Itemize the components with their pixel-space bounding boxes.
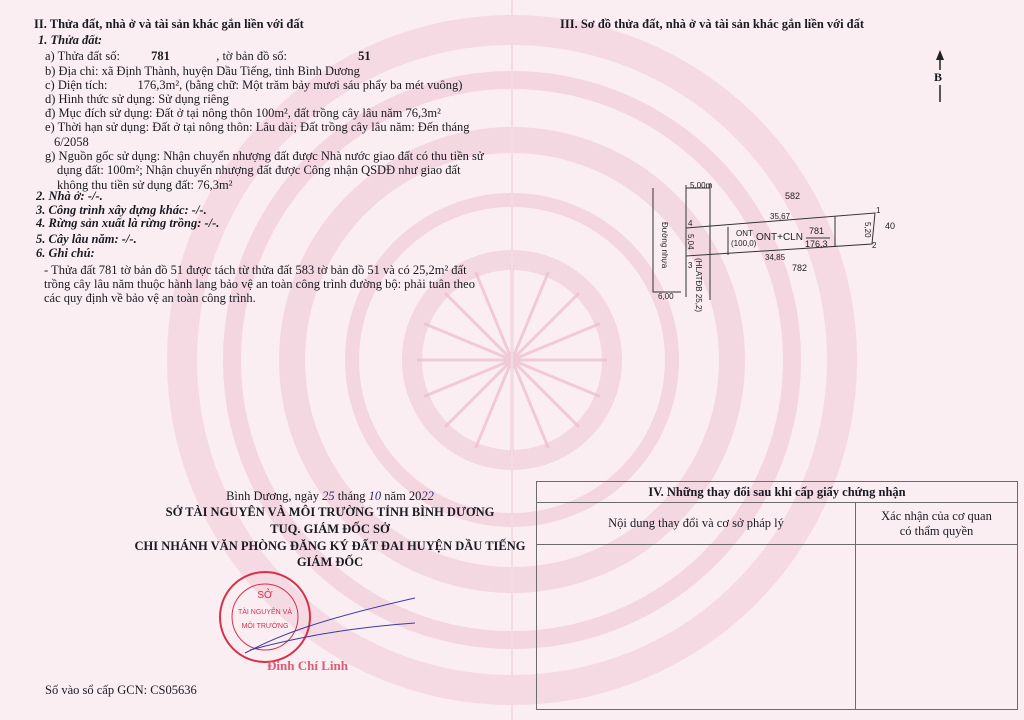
- ont-label: ONT: [736, 229, 753, 238]
- map-number: 51: [358, 49, 371, 63]
- note-3: các quy định về bảo vệ an toàn công trình.: [44, 291, 256, 305]
- other-construction: 3. Công trình xây dựng khác: -/-.: [36, 203, 207, 217]
- ont-area: (100,0): [731, 239, 757, 248]
- corridor-label: (HLATĐB 25,2): [694, 258, 703, 313]
- changes-confirm-cell: [856, 545, 1018, 710]
- top-length: 35,67: [770, 212, 791, 221]
- north-label: B: [934, 70, 943, 84]
- house: 2. Nhà ở: -/-.: [36, 189, 103, 203]
- section-ii-title: II. Thửa đất, nhà ở và tài sản khác gắn liền với đất: [34, 17, 304, 31]
- use-label: ONT+CLN: [756, 232, 803, 243]
- point-4: 4: [688, 219, 693, 228]
- note-1: - Thửa đất 781 tờ bản đồ 51 được tách từ thửa đất 583 tờ bản đồ 51 và có 25,2m² đất: [44, 263, 467, 277]
- neighbor-right: 40: [885, 221, 896, 231]
- register-number: Số vào sổ cấp GCN: CS05636: [45, 683, 197, 697]
- col-confirm-line2: có thẩm quyền: [899, 523, 974, 538]
- parcel-number: 781: [151, 49, 170, 63]
- right-length: 5,20: [863, 222, 872, 238]
- month-label: tháng: [337, 489, 366, 503]
- usage-term: e) Thời hạn sử dụng: Đất ở tại nông thôn: Lâu dài; Đất trồng cây lâu năm: Đến tháng: [45, 120, 470, 134]
- col-content-header: Nội dung thay đổi và cơ sở pháp lý: [537, 503, 856, 545]
- point-1: 1: [876, 206, 881, 215]
- perennial: 5. Cây lâu năm: -/-.: [36, 232, 137, 246]
- org-4: GIÁM ĐỐC: [296, 555, 364, 569]
- signer-name: Đinh Chí Linh: [267, 658, 348, 673]
- note-heading: 6. Ghi chú:: [36, 246, 95, 260]
- parcel-label: a) Thửa đất số:: [45, 49, 120, 63]
- origin-2: dụng đất: 100m²; Nhận chuyển nhượng đất được Công nhận QSDĐ như giao đất: [57, 163, 461, 177]
- setback-label: 5,00m: [690, 181, 713, 190]
- usage-term-cont: 6/2058: [54, 135, 89, 149]
- neighbor-bottom: 782: [792, 263, 808, 273]
- bottom-length: 34,85: [765, 253, 786, 262]
- org-2: TUQ. GIÁM ĐỐC SỞ: [270, 522, 390, 536]
- changes-content-cell: [537, 545, 856, 710]
- org-1: SỞ TÀI NGUYÊN VÀ MÔI TRƯỜNG TỈNH BÌNH DƯƠNG: [165, 505, 495, 519]
- year-label: năm 20: [384, 489, 422, 503]
- col-confirm-header: [856, 503, 1018, 545]
- area-label: c) Diện tích:: [45, 78, 108, 92]
- point-2: 2: [872, 241, 877, 250]
- area-value: 176,3m², (bằng chữ: Một trăm bảy mươi sáu phẩy ba mét vuông): [137, 78, 463, 92]
- changes-table-title: IV. Những thay đổi sau khi cấp giấy chứng nhận: [537, 482, 1018, 503]
- date-prefix: Bình Dương, ngày: [226, 489, 319, 503]
- point-3: 3: [688, 261, 693, 270]
- road-width: 6,00: [658, 292, 674, 301]
- stamp-l1: SỞ: [257, 590, 273, 601]
- changes-table: [536, 481, 1018, 710]
- map-label: , tờ bản đồ số:: [216, 49, 288, 63]
- note-2: trồng cây lâu năm thuộc hành lang bảo vệ an toàn công trình đường bộ: phải tuân theo: [44, 277, 475, 291]
- parcel-label: 781: [809, 226, 825, 236]
- origin-3: không thu tiền sử dụng đất: 76,3m²: [57, 178, 233, 192]
- usage-purpose: đ) Mục đích sử dụng: Đất ở tại nông thôn 100m², đất trồng cây lâu năm 76,3m²: [45, 106, 441, 120]
- stamp-l2: TÀI NGUYÊN VÀ: [237, 609, 293, 616]
- stamp-l3: MÔI TRƯỜNG: [241, 623, 289, 630]
- month: 10: [368, 489, 382, 503]
- parcel-heading: 1. Thửa đất:: [38, 33, 103, 47]
- col-confirm-line1: Xác nhận của cơ quan: [881, 508, 992, 523]
- year: 22: [421, 489, 434, 503]
- day: 25: [322, 489, 335, 503]
- usage-form: d) Hình thức sử dụng: Sử dụng riêng: [45, 92, 229, 106]
- parcel-area: 176,3: [805, 239, 828, 249]
- neighbor-top: 582: [785, 191, 801, 201]
- left-length: 5,04: [686, 234, 695, 250]
- forest: 4. Rừng sản xuất là rừng trồng: -/-.: [36, 216, 220, 230]
- org-3: CHI NHÁNH VĂN PHÒNG ĐĂNG KÝ ĐẤT ĐAI HUYỆN DẦU TIẾNG: [134, 539, 526, 553]
- address: b) Địa chỉ: xã Định Thành, huyện Dầu Tiếng, tỉnh Bình Dương: [45, 64, 360, 78]
- origin-1: g) Nguồn gốc sử dụng: Nhận chuyển nhượng đất được Nhà nước giao đất có thu tiền sử: [45, 149, 484, 163]
- road-label: Đường nhựa: [660, 222, 669, 269]
- section-iii-title: III. Sơ đồ thửa đất, nhà ở và tài sản khác gắn liền với đất: [560, 17, 865, 31]
